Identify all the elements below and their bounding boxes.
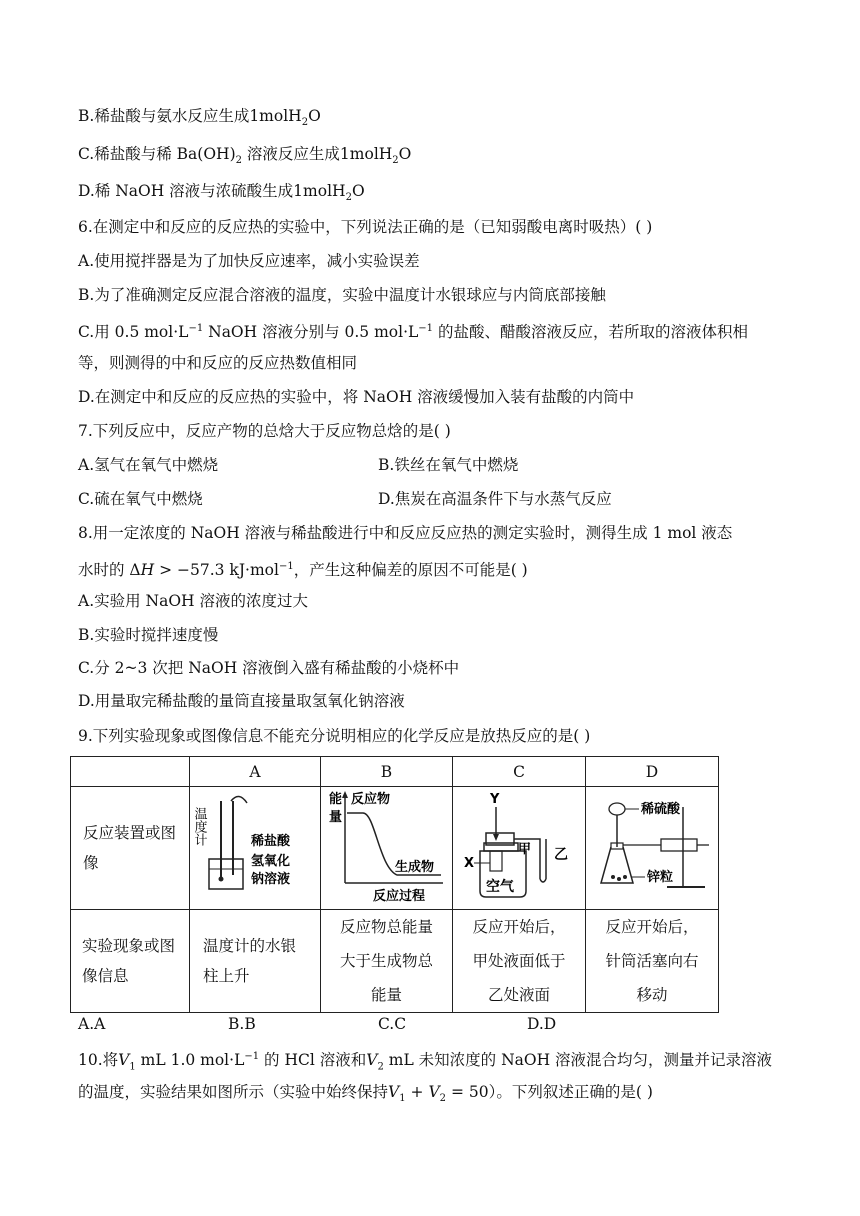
q7-option-c: C.硫在氧气中燃烧 [78, 490, 203, 508]
q9-header-cell: B [321, 757, 453, 787]
fig-a-base-label-2: 钠溶液 [251, 872, 291, 887]
q9-figure-a [190, 787, 321, 910]
q10-stem-line1: 10.将$V_1$ mL 1.0 $mol\cdot L^{-1}$ 的 HCl 溶液和$V_2$ mL 未知浓度的 NaOH 溶液混合均匀，测量并记录溶液 [78, 1051, 773, 1073]
q6-option-d: D.在测定中和反应的反应热的实验中，将 NaOH 溶液缓慢加入装有盐酸的内筒中 [78, 388, 635, 406]
q9-figure-c [453, 787, 586, 910]
q9-stem: 9.下列实验现象或图像信息不能充分说明相应的化学反应是放热反应的是( ) [78, 727, 591, 745]
q6-option-c-line1: C.用 0.5 $mol\cdot L^{-1}$ NaOH 溶液分别与 0.5 $mol\cdot L^{-1}$ 的盐酸、醋酸溶液反应，若所取的溶液体积相 [78, 323, 748, 342]
fig-c-y-label: Y [490, 792, 500, 807]
q9-header-row [71, 757, 719, 787]
q9-figure-d [586, 787, 719, 910]
q9-header-cell: C [453, 757, 586, 787]
q8-stem-line1: 8.用一定浓度的 NaOH 溶液与稀盐酸进行中和反应反应热的测定实验时，测得生成 1 mol 液态 [78, 524, 733, 542]
fig-d-acid-label: 稀硫酸 [641, 802, 681, 817]
q9-choice-d: D.D [527, 1015, 557, 1033]
fig-a-base-label-1: 氢氧化 [251, 854, 291, 869]
q8-option-b: B.实验时搅拌速度慢 [78, 626, 219, 644]
fig-b-yaxis-label-2: 量 [328, 810, 342, 825]
q9-choice-b: B.B [228, 1015, 256, 1033]
q9-choice-a: A.A [78, 1015, 106, 1033]
q6-option-c-line2: 等，则测得的中和反应的反应热数值相同 [78, 354, 358, 372]
q9-row2-label: 实验现象或图像信息 [71, 910, 190, 1013]
energy-diagram-figure [323, 787, 451, 905]
q8-option-a: A.实验用 NaOH 溶液的浓度过大 [78, 592, 309, 610]
q7-option-d: D.焦炭在高温条件下与水蒸气反应 [378, 490, 612, 508]
q6-option-a: A.使用搅拌器是为了加快反应速率，减小实验误差 [78, 252, 420, 270]
fig-c-air-label: 空气 [486, 879, 514, 895]
q10-stem-line2: 的温度，实验结果如图所示（实验中始终保持$V_1 + V_2 = 50$）。下列叙述正确的是( ) [78, 1083, 653, 1105]
q9-header-cell: D [586, 757, 719, 787]
q5-option-d: D.稀 NaOH 溶液与浓硫酸生成1molH$_2$O [78, 182, 365, 204]
fig-c-x-label: X [464, 856, 475, 871]
fig-c-yi-label: 乙 [554, 847, 568, 863]
q8-option-d: D.用量取完稀盐酸的量筒直接量取氢氧化钠溶液 [78, 692, 405, 710]
q9-row2-cell-b: 反应物总能量大于生成物总能量 [321, 910, 453, 1013]
fig-c-jia-label: 甲 [518, 842, 532, 857]
q9-choice-c: C.C [378, 1015, 407, 1033]
flask-u-tube-figure [454, 787, 584, 905]
q5-option-c: C.稀盐酸与稀 $Ba(OH)_2$ 溶液反应生成1molH$_2$O [78, 145, 412, 167]
q7-stem: 7.下列反应中，反应产物的总焓大于反应物总焓的是( ) [78, 422, 451, 440]
thermometer-beaker-figure [191, 787, 319, 905]
q9-apparatus-row [71, 787, 719, 910]
q9-row1-label: 反应装置或图像 [71, 787, 190, 910]
q9-row2-cell-d: 反应开始后，针筒活塞向右移动 [586, 910, 719, 1013]
fig-b-yaxis-label: 能 [328, 792, 342, 807]
q9-header-cell [71, 757, 190, 787]
q9-row2-cell-c: 反应开始后，甲处液面低于乙处液面 [453, 910, 586, 1013]
q9-figure-b [321, 787, 453, 910]
q7-option-a: A.氢气在氧气中燃烧 [78, 456, 219, 474]
q9-header-cell: A [190, 757, 321, 787]
q5-option-b: B.稀盐酸与氨水反应生成1molH$_2$O [78, 107, 321, 129]
q6-option-b: B.为了准确测定反应混合溶液的温度，实验中温度计水银球应与内筒底部接触 [78, 286, 606, 304]
q8-stem-line2: 水时的 ΔH > −57.3 kJ·mol$^{-1}$，产生这种偏差的原因不可能是( ) [78, 561, 528, 580]
q9-row2-cell-a: 温度计的水银柱上升 [190, 910, 321, 1013]
q8-option-c: C.分 2~3 次把 NaOH 溶液倒入盛有稀盐酸的小烧杯中 [78, 659, 460, 677]
fig-d-zinc-label: 锌粒 [647, 870, 674, 885]
fig-b-reactant-label: 反应物 [350, 792, 390, 807]
fig-a-thermo-label: 温度计 [191, 807, 207, 846]
q7-option-b: B.铁丝在氧气中燃烧 [378, 456, 519, 474]
q9-phenomenon-row [71, 910, 719, 1013]
fig-a-acid-label: 稀盐酸 [251, 834, 291, 849]
q9-table [70, 756, 719, 1013]
fig-b-xaxis-label: 反应过程 [372, 889, 425, 904]
fig-b-product-label: 生成物 [394, 860, 434, 875]
syringe-flask-figure [587, 787, 717, 905]
q6-stem: 6.在测定中和反应的反应热的实验中，下列说法正确的是（已知弱酸电离时吸热）( ) [78, 218, 653, 236]
